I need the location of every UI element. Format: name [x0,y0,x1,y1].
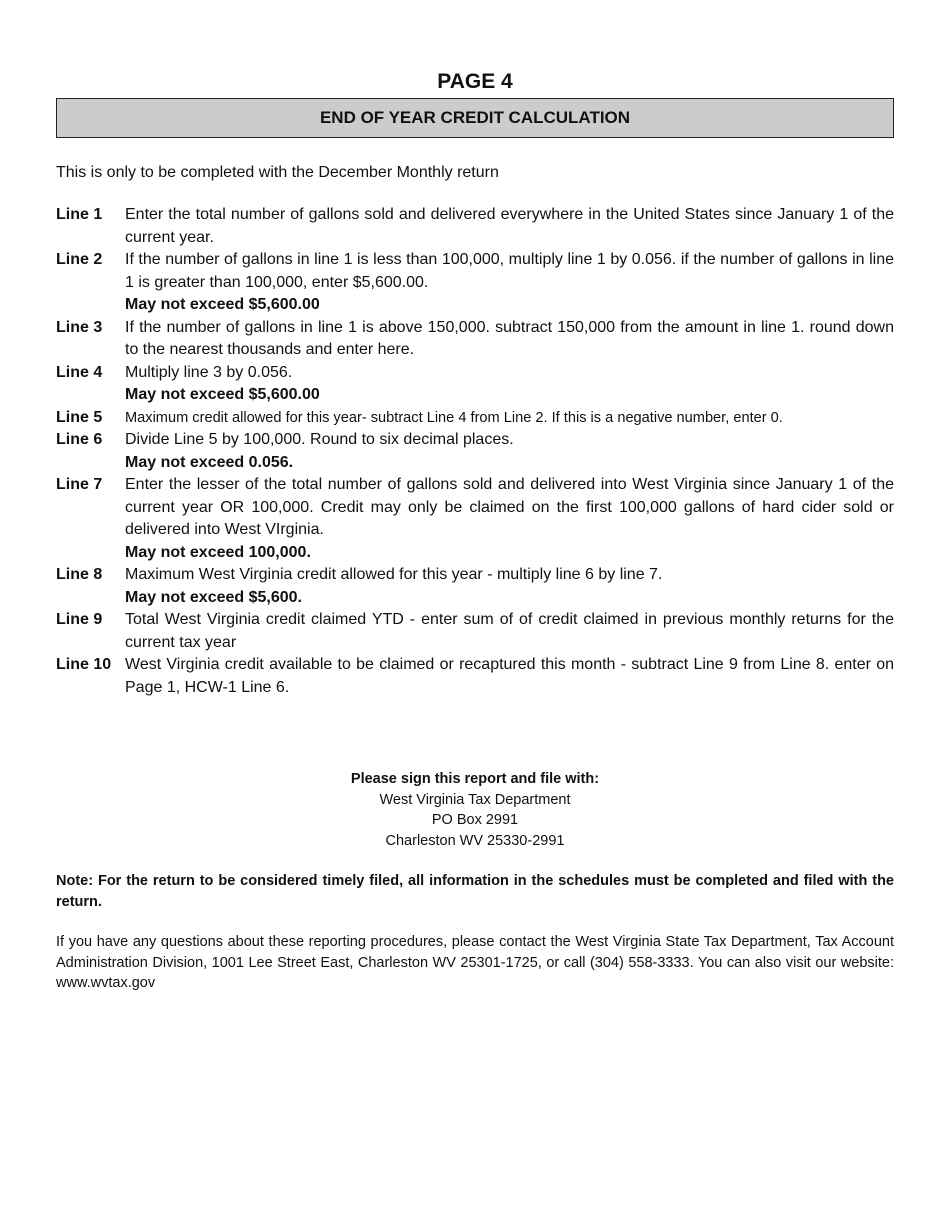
filing-city: Charleston WV 25330-2991 [385,832,565,849]
line-limit: May not exceed 0.056. [125,453,294,471]
timely-filing-note: Note: For the return to be considered timely filed, all information in the schedules must be completed and filed with the return. [56,873,894,910]
line-5-row [56,407,894,430]
line-label: Line 5 [56,408,103,426]
line-text: Enter the lesser of the total number of gallons sold and delivered into West Virginia since January 1 of the current year OR 100,000. Credit may only be claimed on the first 100,000 gallons of hard cider sold or delivered into West VIrginia. [125,476,894,538]
line-label: Line 3 [56,318,103,336]
filing-pobox: PO Box 2991 [431,812,519,828]
line-description [125,654,894,699]
line-description [125,429,894,474]
line-text: Maximum West Virginia credit allowed for this year - multiply line 6 by line 7. [125,566,663,583]
contact-information: If you have any questions about these reporting procedures, please contact the West Virginia State Tax Department, Tax Account Administration Division, 1001 Lee Street East, Charleston WV 25301-1725, or call (304) 558-3333. You can also visit our website: www.wvtax.gov [56,934,894,991]
line-label: Line 2 [56,251,103,268]
line-10-row [56,654,894,699]
line-8-row [56,564,894,609]
line-description [125,362,894,407]
line-label: Line 7 [56,476,103,493]
filing-org: West Virginia Tax Department [379,791,571,808]
intro-text: This is only to be completed with the December Monthly return [56,164,499,181]
line-text: Total West Virginia credit claimed YTD - enter sum of of credit claimed in previous monthly returns for the current tax year [125,611,894,651]
line-6-row [56,429,894,474]
line-description [125,204,894,249]
line-label: Line 10 [56,656,112,673]
line-description [125,249,894,317]
line-text: Multiply line 3 by 0.056. [125,363,293,381]
line-4-row [56,362,894,407]
page-title: PAGE 4 [437,70,513,93]
document-page [56,68,894,994]
line-label: Line 1 [56,206,103,223]
line-9-row [56,609,894,654]
line-description [125,407,894,430]
line-label: Line 8 [56,566,103,583]
line-text: If the number of gallons in line 1 is above 150,000. subtract 150,000 from the amount in line 1. round down to the nearest thousands and enter here. [125,318,894,358]
line-description [125,564,894,609]
line-text: Divide Line 5 by 100,000. Round to six decimal places. [125,431,514,448]
line-description [125,474,894,564]
line-text: Maximum credit allowed for this year- subtract Line 4 from Line 2. If this is a negative number, enter 0. [125,409,783,426]
section-title-bar [56,98,894,138]
line-description [125,609,894,654]
line-description [125,317,894,362]
line-label: Line 4 [56,363,103,381]
line-instructions [56,204,894,699]
section-title: END OF YEAR CREDIT CALCULATION [319,108,631,127]
line-2-row [56,249,894,317]
line-text: If the number of gallons in line 1 is less than 100,000, multiply line 1 by 0.056. if the number of gallons in line 1 is greater than 100,000, enter $5,600.00. [125,251,894,291]
filing-heading: Please sign this report and file with: [350,771,600,787]
line-limit: May not exceed $5,600. [125,588,302,606]
line-1-row [56,204,894,249]
line-limit: May not exceed $5,600.00 [125,386,320,403]
filing-address-block [56,769,894,851]
line-label: Line 6 [56,431,103,448]
line-text: Enter the total number of gallons sold and delivered everywhere in the United States since January 1 of the current year. [125,206,894,246]
line-limit: May not exceed 100,000. [125,543,311,561]
line-3-row [56,317,894,362]
line-limit: May not exceed $5,600.00 [125,296,320,313]
line-text: West Virginia credit available to be claimed or recaptured this month - subtract Line 9 from Line 8. enter on Page 1, HCW-1 Line 6. [125,656,894,696]
line-label: Line 9 [56,611,103,628]
line-7-row [56,474,894,564]
